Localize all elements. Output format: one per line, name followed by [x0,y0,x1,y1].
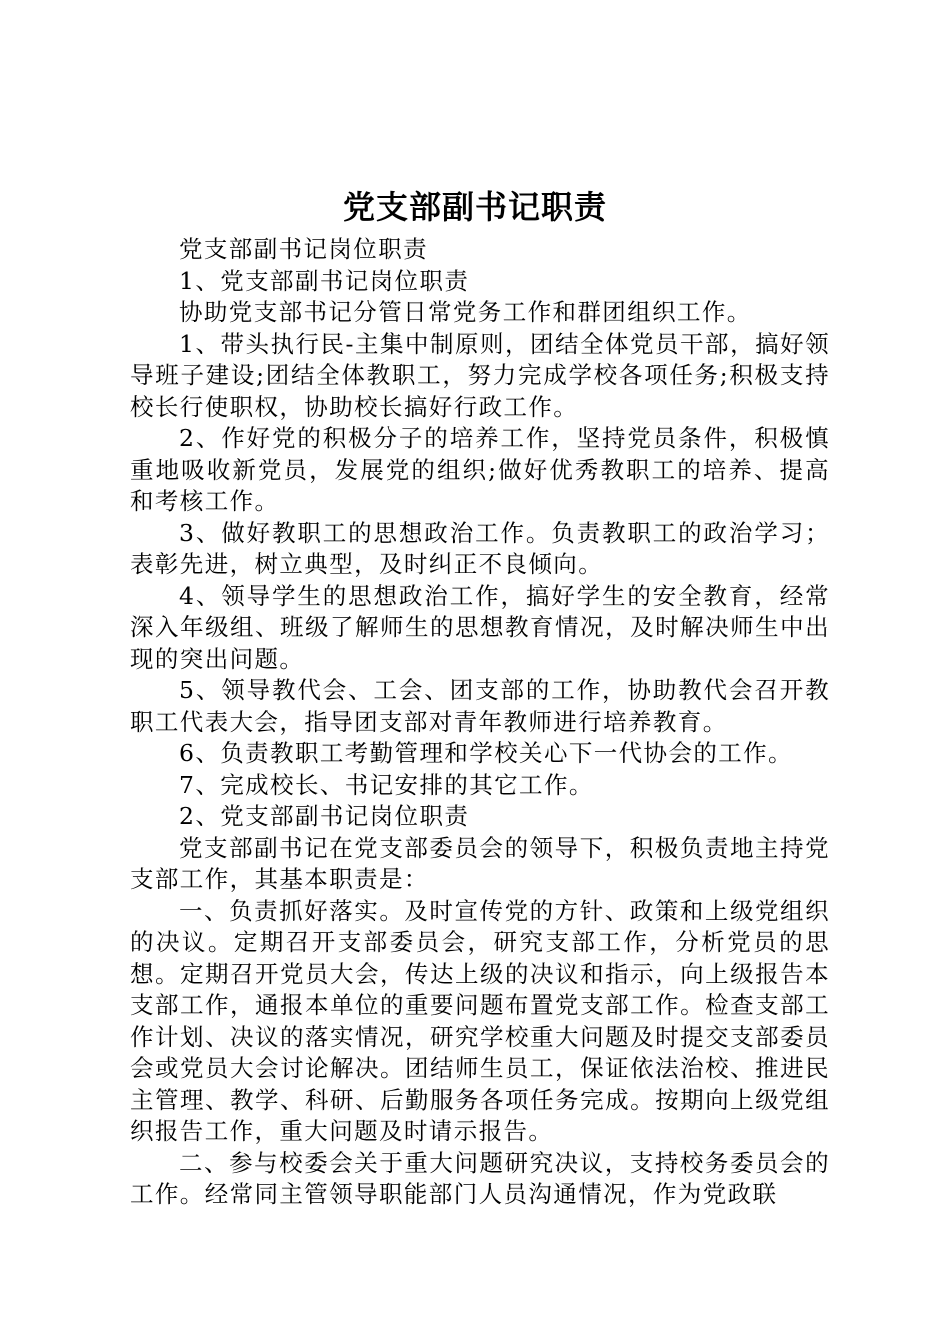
paragraph-subheading-2: 2、党支部副书记岗位职责 [179,802,470,830]
paragraph-item-3: 3、做好教职工的思想政治工作。负责教职工的政治学习；表彰先进，树立典型，及时纠正不良倾向。 [130,518,830,578]
paragraph-duties-intro: 党支部副书记在党支部委员会的领导下，积极负责地主持党支部工作，其基本职责是： [130,833,830,893]
paragraph-duty-1: 一、负责抓好落实。及时宣传党的方针、政策和上级党组织的决议。定期召开支部委员会，研究支部工作，分析党员的思想。定期召开党员大会，传达上级的决议和指示，向上级报告本支部工作，通报本单位的重要问题布置党支部工作。检查支部工作计划、决议的落实情况，研究学校重大问题及时提交支部委员会或党员大会讨论解决。团结师生员工，保证依法治校、推进民主管理、教学、科研、后勤服务各项任务完成。按期向上级党组织报告工作，重大问题及时请示报告。 [130,896,830,1145]
paragraph-section-heading: 党支部副书记岗位职责 [179,235,428,263]
paragraph-item-2: 2、作好党的积极分子的培养工作，坚持党员条件，积极慎重地吸收新党员，发展党的组织;做好优秀教职工的培养、提高和考核工作。 [130,424,830,515]
paragraph-subheading-1: 1、党支部副书记岗位职责 [179,266,470,295]
paragraph-duty-2: 二、参与校委会关于重大问题研究决议，支持校务委员会的工作。经常同主管领导职能部门人员沟通情况，作为党政联 [130,1148,830,1208]
document-title: 党支部副书记职责 [342,188,607,226]
paragraph-item-4: 4、领导学生的思想政治工作，搞好学生的安全教育，经常深入年级组、班级了解师生的思想教育情况，及时解决师生中出现的突出问题。 [130,581,830,673]
paragraph-item-1: 1、带头执行民-主集中制原则，团结全体党员干部，搞好领导班子建设;团结全体教职工，努力完成学校各项任务;积极支持校长行使职权，协助校长搞好行政工作。 [130,329,830,421]
paragraph-intro: 协助党支部书记分管日常党务工作和群团组织工作。 [179,298,752,326]
paragraph-item-7: 7、完成校长、书记安排的其它工作。 [179,770,594,799]
paragraph-item-5: 5、领导教代会、工会、团支部的工作，协助教代会召开教职工代表大会，指导团支部对青年教师进行培养教育。 [130,676,830,736]
document-body [130,234,830,1211]
paragraph-item-6: 6、负责教职工考勤管理和学校关心下一代协会的工作。 [179,739,793,767]
